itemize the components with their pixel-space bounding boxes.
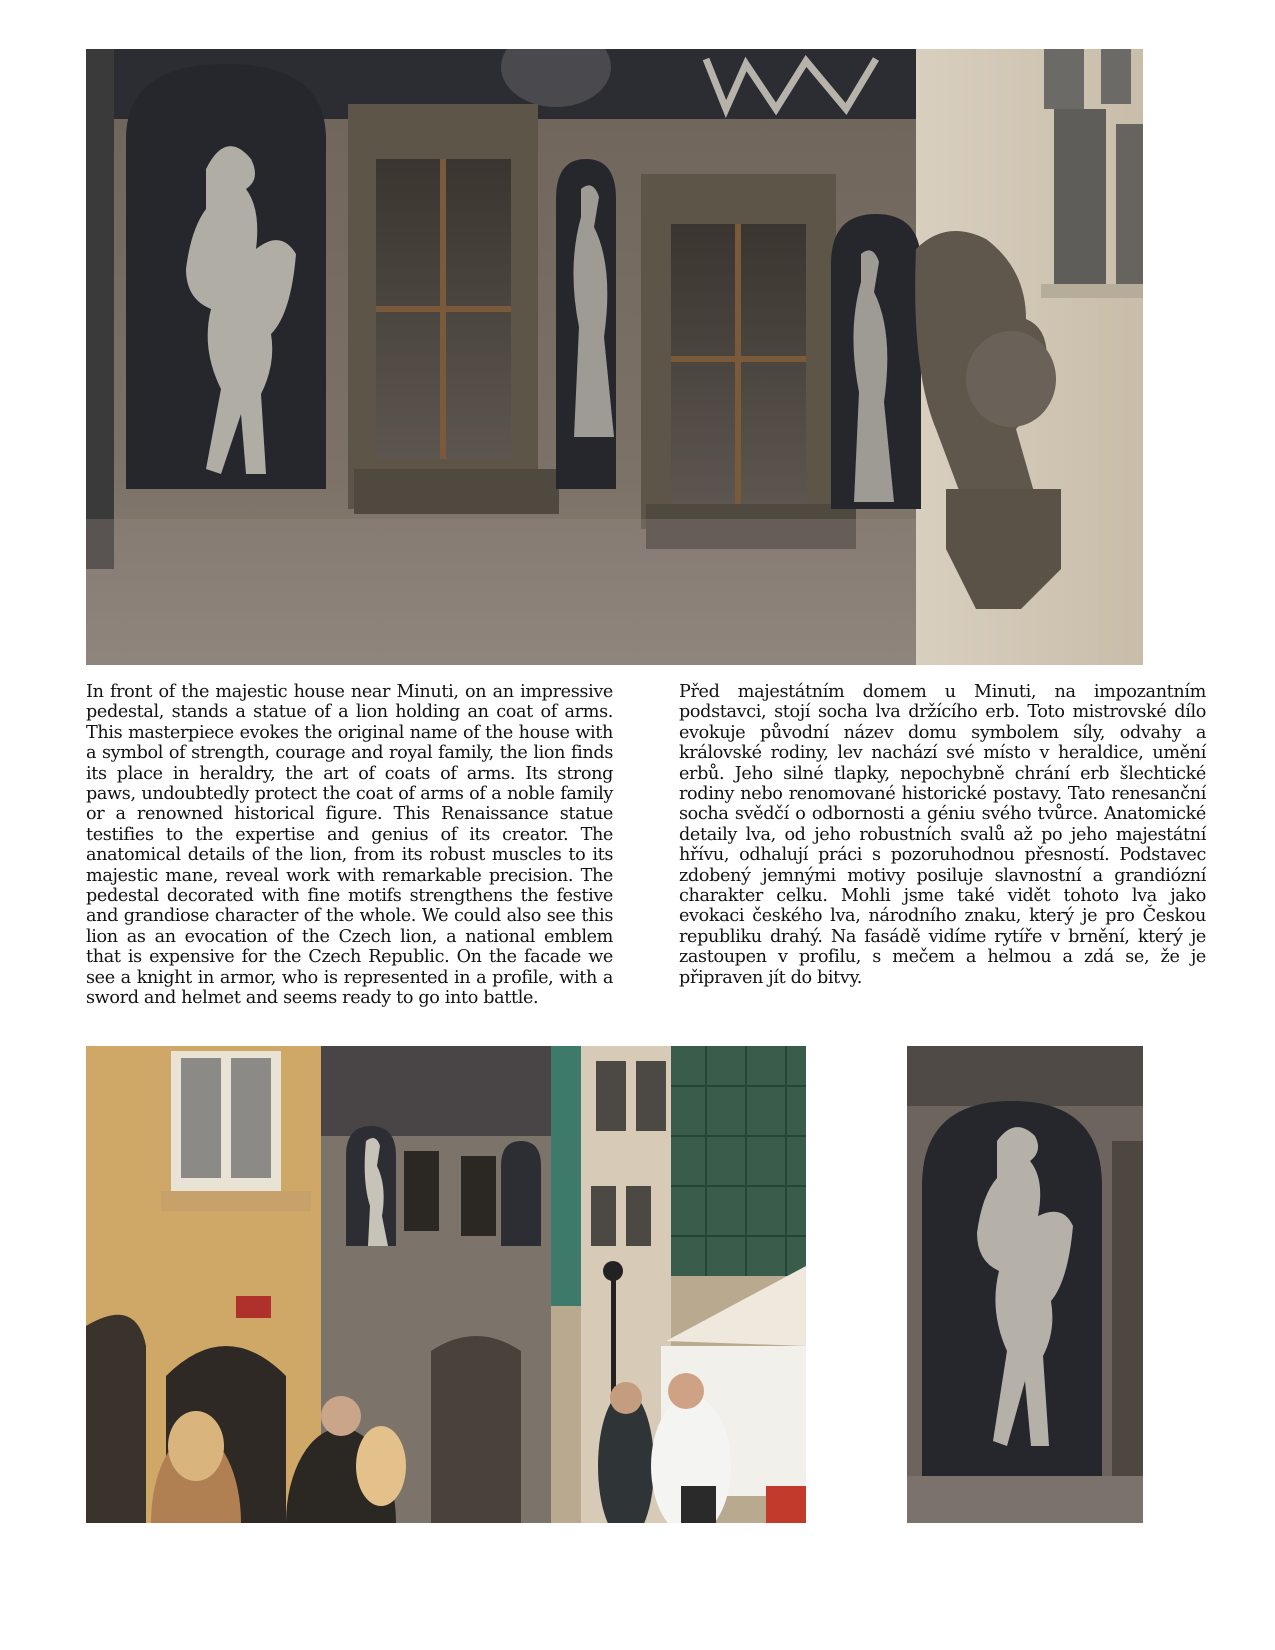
knight-closeup-photo (907, 1046, 1143, 1523)
facade-photo (86, 49, 1143, 665)
czech-text-column (679, 682, 1206, 988)
english-paragraph: In front of the majestic house near Minuti, on an impressive pedestal, stands a statue of a lion holding an coat of arms. This masterpiece evokes the original name of the house with a symbol of strength, courage and royal family, the lion finds its place in heraldry, the art of coats of arms. Its strong paws, undoubtedly protect the coat of arms of a noble family or a renowned historical figure. This Renaissance statue testifies to the expertise and genius of its creator. The anatomical details of the lion, from its robust muscles to its majestic mane, reveal work with remarkable precision. The pedestal decorated with fine motifs strengthens the festive and grandiose character of the whole. We could also see this lion as an evocation of the Czech lion, a national emblem that is expensive for the Czech Republic. On the facade we see a knight in armor, who is represented in a profile, with a sword and helmet and seems ready to go into battle. (86, 682, 613, 1009)
english-text-column (86, 682, 613, 1009)
street-photo (86, 1046, 806, 1523)
czech-paragraph: Před majestátním domem u Minuti, na impozantním podstavci, stojí socha lva držícího erb. Toto mistrovské dílo evokuje původní název domu symbolem síly, odvahy a královské rodiny, lev nachází své místo v heraldice, umění erbů. Jeho silné tlapky, nepochybně chrání erb šlechtické rodiny nebo renomované historické postavy. Tato renesanční socha svědčí o odbornosti a géniu svého tvůrce. Anatomické detaily lva, od jeho robustních svalů až po jeho majestátní hřívu, odhalují práci s pozoruhodnou přesností. Podstavec zdobený jemnými motivy posiluje slavnostní a grandiózní charakter celku. Mohli jsme také vidět tohoto lva jako evokaci českého lva, národního znaku, který je pro Českou republiku drahý. Na fasádě vidíme rytíře v brnění, který je zastoupen v profilu, s mečem a helmou a zdá se, že je připraven jít do bitvy. (679, 682, 1206, 988)
